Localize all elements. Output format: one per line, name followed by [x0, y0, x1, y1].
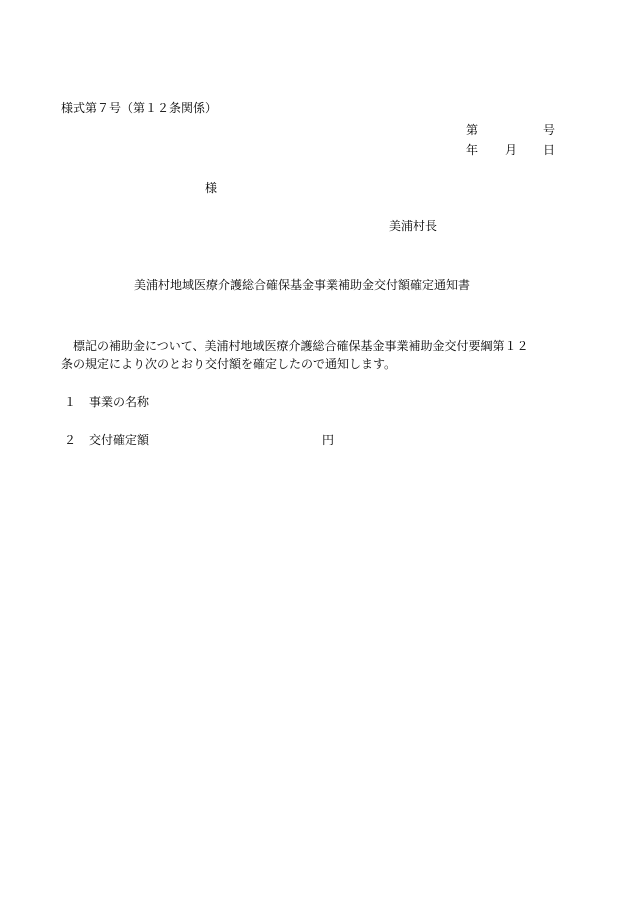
body-paragraph [61, 337, 581, 373]
issue-number-prefix: 第 [466, 123, 479, 137]
date-day-label: 日 [543, 143, 556, 157]
amount-unit: 円 [322, 433, 335, 447]
addressee-honorific: 様 [205, 181, 218, 195]
body-line-2: 条の規定により次のとおり交付額を確定したので通知します。 [61, 357, 397, 371]
item-label-project-name: 事業の名称 [89, 395, 150, 409]
item-number-confirmed-amount: ２ [64, 433, 77, 447]
date-month-label: 月 [505, 143, 518, 157]
date-year-label: 年 [466, 143, 479, 157]
body-line-1: 標記の補助金について、美浦村地域医療介護総合確保基金事業補助金交付要綱第１２ [61, 339, 529, 353]
sender-name: 美浦村長 [389, 219, 438, 233]
item-number-project-name: １ [64, 395, 77, 409]
issue-number-suffix: 号 [543, 123, 556, 137]
item-label-confirmed-amount: 交付確定額 [89, 433, 150, 447]
document-title: 美浦村地域医療介護総合確保基金事業補助金交付額確定通知書 [134, 278, 471, 292]
form-number: 様式第７号（第１２条関係） [61, 101, 218, 115]
